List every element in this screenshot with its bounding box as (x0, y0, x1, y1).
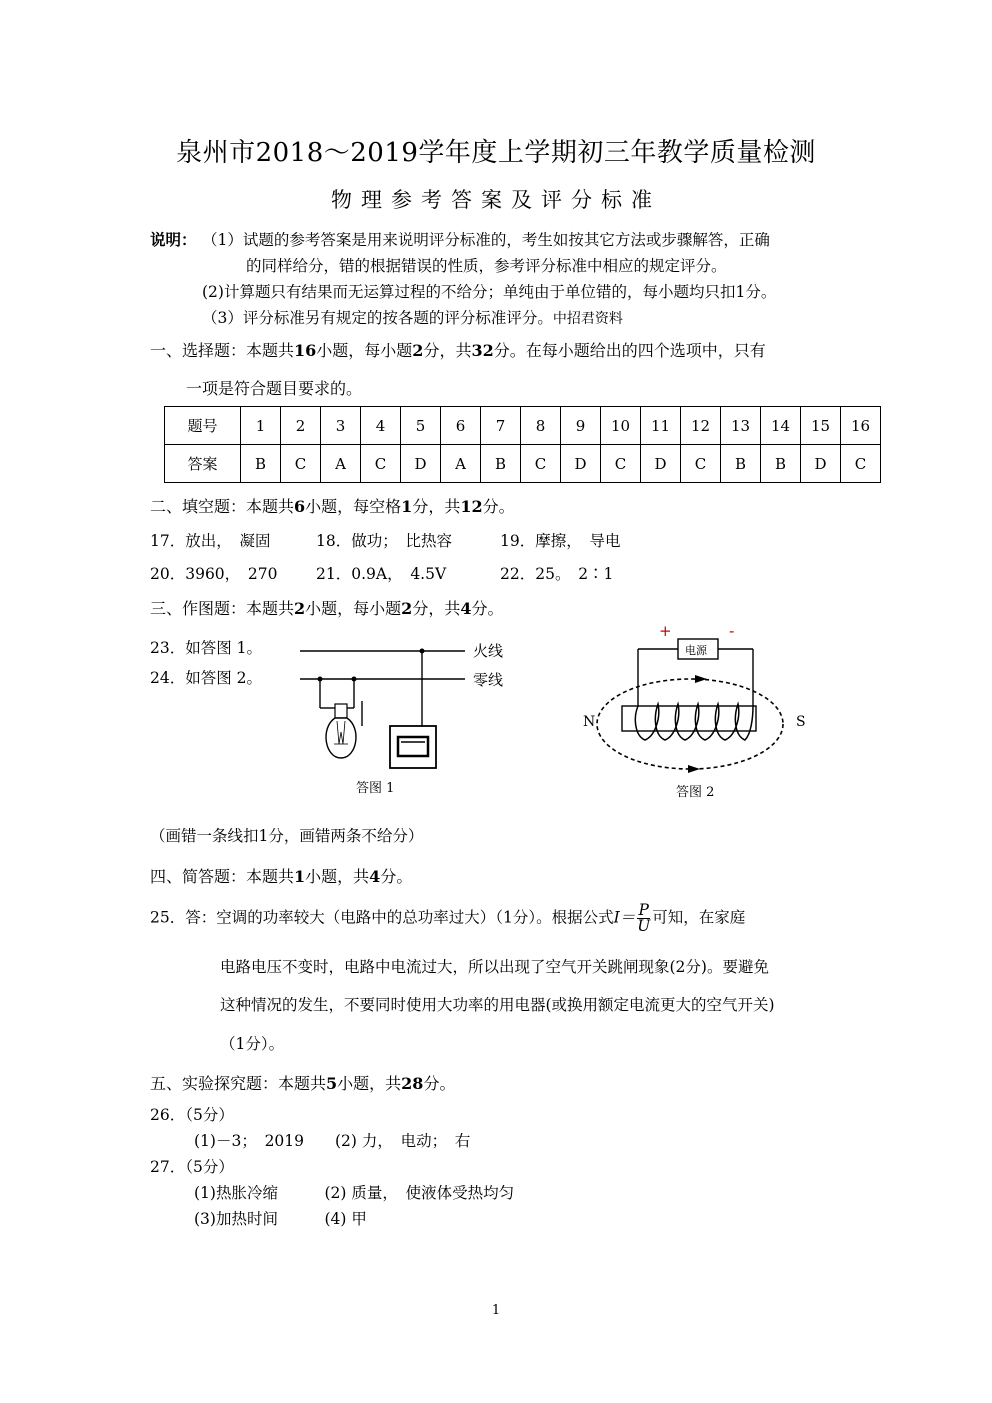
section3-heading: 三、作图题：本题共2小题，每小题2分，共4分。 (150, 599, 504, 618)
answer-23: 23．如答图 1。 (150, 639, 263, 657)
live-wire-label: 火线 (473, 642, 504, 660)
answer-cell: C (681, 445, 721, 483)
answer-cell: D (801, 445, 841, 483)
answer-cell: C (361, 445, 401, 483)
section5-heading: 五、实验探究题：本题共5小题，共28分。 (150, 1074, 456, 1093)
answer-25-line1: 25．答：空调的功率较大（电路中的总功率过大）（1分）。根据公式I＝ $\frac{P}{U}$ 可知，在家庭 (150, 901, 746, 935)
answer-cell: C (281, 445, 321, 483)
note-2: (2)计算题只有结果而无运算过程的不给分；单纯由于单位错的，每小题均只扣1分。 (202, 283, 777, 301)
page-number: 1 (491, 1303, 501, 1318)
question-number-cell: 12 (681, 407, 721, 445)
solenoid-diagram (575, 618, 815, 803)
question-number-cell: 8 (521, 407, 561, 445)
answer-cell: A (441, 445, 481, 483)
answer-cell: C (841, 445, 881, 483)
wiring-diagram (290, 636, 530, 806)
answer-24: 24．如答图 2。 (150, 669, 263, 687)
arrow-right-icon (688, 765, 700, 773)
question-number-cell: 4 (361, 407, 401, 445)
question-number-cell: 14 (761, 407, 801, 445)
section4-heading: 四、简答题：本题共1小题，共4分。 (150, 867, 413, 886)
note-1b: 的同样给分，错的根据错误的性质，参考评分标准中相应的规定评分。 (246, 257, 727, 275)
drawing-note: （画错一条线扣1分，画错两条不给分） (150, 827, 424, 845)
socket-icon (390, 726, 436, 768)
junction-dot (318, 677, 323, 682)
power-source-label: 电源 (685, 644, 707, 657)
answer-cell: A (321, 445, 361, 483)
answer-20: 20．3960， 270 (150, 565, 278, 583)
notes-label: 说明： (150, 230, 197, 249)
answer-18: 18．做功； 比热容 (316, 532, 452, 550)
answer-cell: C (521, 445, 561, 483)
power-source-icon (678, 639, 718, 659)
answer-cell: B (721, 445, 761, 483)
answer-cell: D (401, 445, 441, 483)
question-number-cell: 3 (321, 407, 361, 445)
answer-22: 22．25。 2∶1 (500, 565, 614, 583)
question-number-cell: 10 (601, 407, 641, 445)
section1-heading: 一、选择题：本题共16小题，每小题2分，共32分。在每小题给出的四个选项中，只有 (150, 341, 766, 360)
junction-dot (420, 649, 425, 654)
section1-heading-line2: 一项是符合题目要求的。 (186, 379, 363, 398)
answer-25-line4: （1分）。 (220, 1035, 285, 1053)
minus-sign: - (729, 622, 735, 640)
formula-lhs: I＝ (613, 908, 636, 927)
question-number-cell: 13 (721, 407, 761, 445)
question-number-cell: 7 (481, 407, 521, 445)
table-header-cell: 题号 (165, 407, 241, 445)
answer-25-line3: 这种情况的发生，不要同时使用大功率的用电器(或换用额定电流更大的空气开关) (220, 996, 775, 1014)
question-number-cell: 16 (841, 407, 881, 445)
plus-sign: + (659, 622, 672, 640)
section2-heading: 二、填空题：本题共6小题，每空格1分，共12分。 (150, 497, 515, 516)
answer-26: (1)－3； 2019 (2) 力， 电动； 右 (194, 1132, 471, 1150)
figure2-caption: 答图 2 (676, 785, 715, 800)
table-row (165, 407, 881, 445)
arrow-right-icon (695, 675, 707, 683)
answer-cell: D (641, 445, 681, 483)
question-number-cell: 11 (641, 407, 681, 445)
answer-table (164, 406, 881, 483)
answer-27-line2: (3)加热时间 (4) 甲 (194, 1210, 367, 1228)
page-subtitle: 物理参考答案及评分标准 (331, 188, 661, 212)
answer-17: 17．放出， 凝固 (150, 532, 271, 550)
answer-cell: B (241, 445, 281, 483)
junction-dot (352, 677, 357, 682)
answer-21: 21．0.9A， 4.5V (316, 565, 447, 583)
answer-cell: B (481, 445, 521, 483)
note-1a: （1）试题的参考答案是用来说明评分标准的，考生如按其它方法或步骤解答，正确 (202, 231, 770, 249)
lightbulb-icon (326, 704, 356, 758)
question-26: 26．（5分） (150, 1106, 234, 1124)
question-number-cell: 1 (241, 407, 281, 445)
answer-25-line2: 电路电压不变时，电路中电流过大，所以出现了空气开关跳闸现象(2分)。要避免 (220, 958, 769, 976)
figure1-caption: 答图 1 (356, 781, 395, 796)
table-header-cell: 答案 (165, 445, 241, 483)
answer-19: 19．摩擦， 导电 (500, 532, 621, 550)
answer-27-line1: (1)热胀冷缩 (2) 质量， 使液体受热均匀 (194, 1184, 515, 1202)
answer-cell: C (601, 445, 641, 483)
north-pole-label: N (583, 714, 596, 730)
answer-cell: B (761, 445, 801, 483)
question-number-cell: 15 (801, 407, 841, 445)
south-pole-label: S (796, 714, 806, 730)
table-row (165, 445, 881, 483)
question-number-cell: 2 (281, 407, 321, 445)
page-title: 泉州市2018～2019学年度上学期初三年教学质量检测 (176, 138, 816, 168)
formula-fraction: $\frac{P}{U}$ (637, 901, 651, 935)
watermark-text: 中招君资料 (552, 311, 623, 327)
question-number-cell: 5 (401, 407, 441, 445)
neutral-wire-label: 零线 (473, 671, 504, 689)
question-number-cell: 9 (561, 407, 601, 445)
question-27: 27．（5分） (150, 1158, 234, 1176)
answer-cell: D (561, 445, 601, 483)
question-number-cell: 6 (441, 407, 481, 445)
note-3: （3）评分标准另有规定的按各题的评分标准评分。中招君资料 (202, 309, 623, 327)
